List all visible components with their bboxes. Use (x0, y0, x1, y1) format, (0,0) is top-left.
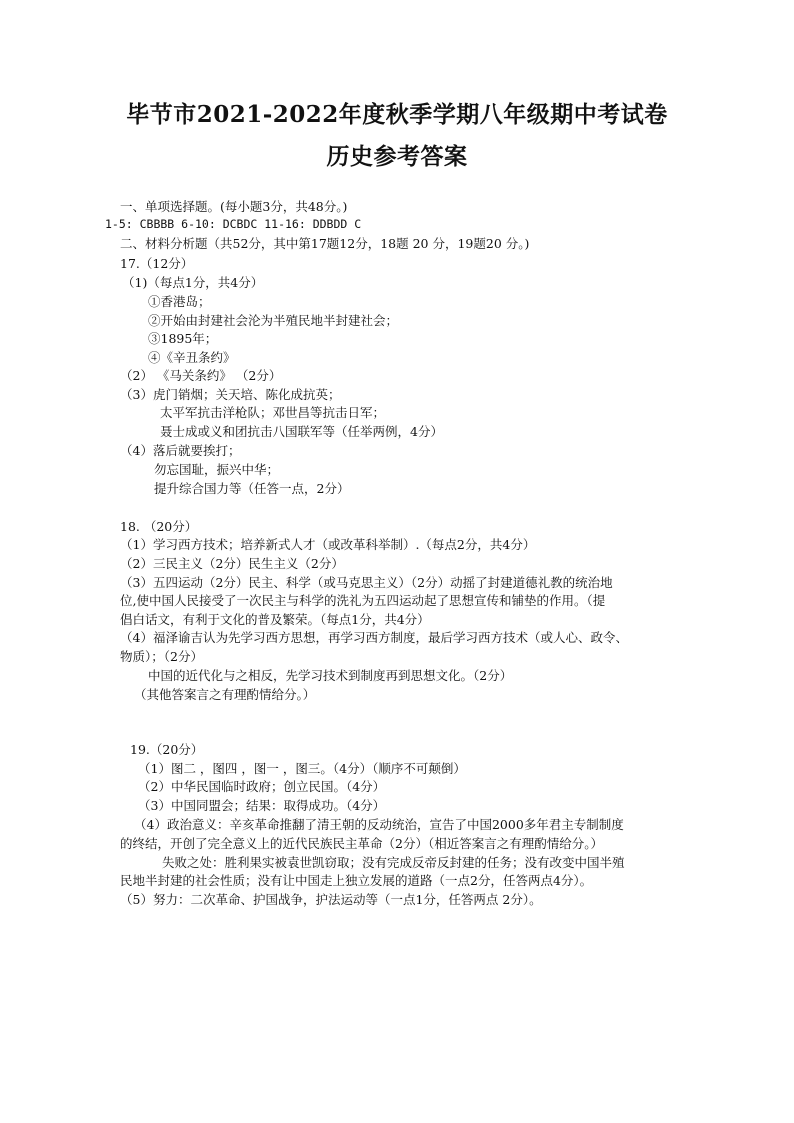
q18-head: 18. （20分） (120, 519, 198, 534)
q18-part3-a: （3）五四运动（2分）民主、科学（或马克思主义）（2分）动摇了封建道德礼教的统治地 (120, 575, 613, 590)
q17-head: 17.（12分） (120, 256, 194, 271)
q17-part1-a: ①香港岛； (148, 294, 211, 309)
q18-part4-b: 物质）；（2分） (120, 649, 203, 664)
q19-part4-b: 的终结，开创了完全意义上的近代民族民主革命（2分）（相近答案言之有理酌情给分。） (120, 836, 603, 851)
q18-part2: （2）三民主义（2分）民生主义（2分） (120, 556, 344, 571)
q19-part4-c: 失败之处：胜利果实被袁世凯窃取；没有完成反帝反封建的任务；没有改变中国半殖 (162, 855, 625, 870)
q18-part4-a: （4）福泽谕吉认为先学习西方思想，再学习西方制度，最后学习西方技术（或人心、政令、 (120, 630, 628, 645)
q17-part1-head: （1)（每点1分，共4分） (122, 275, 264, 290)
q17-part1-d: ④《辛丑条约》 (148, 350, 236, 365)
q17-part1-b: ②开始由封建社会沦为半殖民地半封建社会； (148, 313, 399, 328)
q18-part4-d: （其他答案言之有理酌情给分。） (134, 687, 316, 702)
exam-title: 毕节市2021-2022年度秋季学期八年级期中考试卷 (126, 101, 668, 128)
q18-part4-c: 中国的近代化与之相反，先学习技术到制度再到思想文化。（2分） (148, 668, 513, 683)
q17-part4-b: 勿忘国耻，振兴中华； (154, 462, 280, 477)
q18-part1: （1）学习西方技术；培养新式人才（或改革科举制）.（每点2分，共4分） (120, 537, 536, 552)
q17-part3-a: （3）虎门销烟；关天培、陈化成抗英； (120, 387, 341, 402)
section1-heading: 一、单项选择题。(每小题3分，共48分。) (120, 199, 348, 214)
q18-part3-c: 倡白话文，有利于文化的普及繁荣。（每点1分，共4分） (120, 612, 430, 627)
q17-part4-c: 提升综合国力等（任答一点，2分） (154, 481, 350, 496)
q19-part2: （2）中华民国临时政府；创立民国。（4分） (138, 779, 386, 794)
q17-part3-b: 太平军抗击洋枪队；邓世昌等抗击日军； (160, 405, 386, 420)
q19-part4-a: （4）政治意义：辛亥革命推翻了清王朝的反动统治，宣告了中国2000多年君主专制制度 (134, 817, 624, 832)
q18-part3-b: 位,使中国人民接受了一次民主与科学的洗礼为五四运动起了思想宣传和铺垫的作用。（提 (120, 593, 606, 608)
q17-part2: （2） 《马关条约》 （2分） (120, 368, 282, 383)
q17-part3-c: 聂士成或义和团抗击八国联军等（任举两例，4分） (160, 424, 443, 439)
q19-part3: （3）中国同盟会；结果：取得成功。（4分） (138, 798, 386, 813)
q19-part1: （1）图二 ，图四 ，图一 ，图三。（4分）（顺序不可颠倒） (138, 761, 466, 776)
exam-subtitle: 历史参考答案 (326, 143, 468, 170)
section1-answers: 1-5: CBBBB 6-10: DCBDC 11-16: DDBDD C (105, 217, 362, 231)
q19-part4-d: 民地半封建的社会性质；没有让中国走上独立发展的道路（一点2分，任答两点4分）。 (120, 873, 593, 888)
q19-part5: （5）努力：二次革命、护国战争，护法运动等（一点1分，任答两点 2分）。 (120, 892, 542, 907)
section2-heading: 二、材料分析题（共52分，其中第17题12分，18题 20 分，19题20 分。) (120, 236, 530, 251)
q17-part1-c: ③1895年； (148, 331, 218, 346)
q17-part4-a: （4）落后就要挨打； (120, 443, 241, 458)
q19-head: 19.（20分） (130, 742, 204, 757)
